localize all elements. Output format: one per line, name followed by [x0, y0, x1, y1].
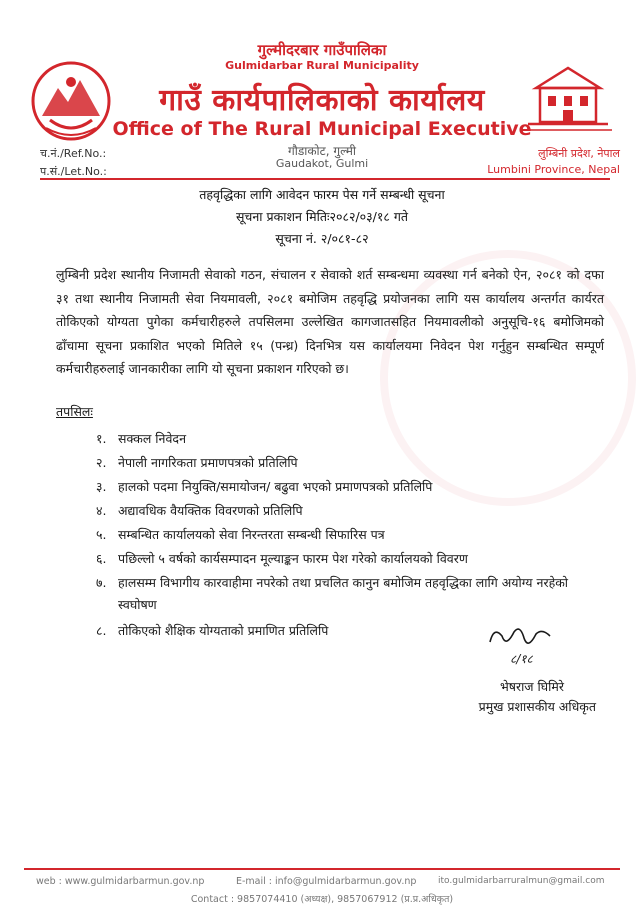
location-np: गौडाकोट, गुल्मी — [287, 144, 357, 158]
list-item: १. सक्कल निवेदन — [96, 431, 187, 446]
notice-body: लुम्बिनी प्रदेश स्थानीय निजामती सेवाको गठन, संचालन र सेवाको शर्त सम्बन्धमा व्यवस्था गर्न बनेको ऐन, २०८१ को दफा ३१ तथा स्थानीय निजामती सेवा नियमावली, २०८१ बमोजिम तहवृद्धि प्रयोजनका लागि यस कार्यालय अन्तर्गत कार्यरत तोकिएको योग्यता पुगेका कर्मचारीहरुले तपसिलमा उल्लेखित कागजातसहित नियमावलीको अनुसूचि-१६ बमोजिमको ढाँचामा सूचना प्रकाशित भएको मितिले १५ (पन्ध्र) दिनभित्र यस कार्यालयमा निवेदन पेश गर्नुहुन सम्बन्धित सम्पूर्ण कर्मचारीहरुलाई जानकारीका लागि यो सूचना प्रकाशन गरिएको छ। — [56, 267, 604, 376]
office-name-en: Office of The Rural Municipal Executive — [112, 118, 532, 140]
footer-email-alt: ito.gulmidarbarruralmun@gmail.com — [438, 876, 605, 886]
footer-contact: Contact : 9857074410 (अध्यक्ष), 9857067912 (प्र.प्र.अधिकृत) — [190, 894, 454, 905]
office-name-np: गाउँ कार्यपालिकाको कार्यालय — [159, 83, 485, 118]
location-en: Gaudakot, Gulmi — [275, 157, 369, 170]
footer-divider — [24, 868, 620, 870]
notice-title: तहवृद्धिका लागि आवेदन फारम पेस गर्ने सम्बन्धी सूचना — [199, 187, 445, 202]
letter-number-label: प.सं./Let.No.: — [40, 165, 107, 178]
signatory-title: प्रमुख प्रशासकीय अधिकृत — [478, 699, 596, 714]
footer-website: web : www.gulmidarbarmun.gov.np — [36, 876, 205, 887]
header-divider — [40, 178, 610, 180]
list-item: ७. हालसम्म विभागीय कारवाहीमा नपरेको तथा प्रचलित कानुन बमोजिम तहवृद्धिका लागि अयोग्य नरहेको स्वघोषण — [96, 575, 569, 612]
municipality-name-np: गुल्मीदरबार गाउँपालिका — [257, 41, 387, 59]
signature-date: ८/१८ — [510, 652, 533, 666]
notice-published-date: सूचना प्रकाशन मितिः२०८२/०३/१८ गते — [235, 209, 409, 224]
list-item: ३. हालको पदमा नियुक्ति/समायोजन/ बढुवा भएको प्रमाणपत्रको प्रतिलिपि — [96, 479, 433, 494]
list-item: २. नेपाली नागरिकता प्रमाणपत्रको प्रतिलिपि — [96, 455, 298, 470]
province-np: लुम्बिनी प्रदेश, नेपाल — [538, 147, 620, 160]
notice-number: सूचना नं. २/०८१-८२ — [275, 231, 369, 246]
ref-number-label: च.नं./Ref.No.: — [40, 147, 107, 160]
footer-email: E-mail : info@gulmidarbarmun.gov.np — [236, 876, 417, 887]
province-en: Lumbini Province, Nepal — [487, 163, 620, 176]
details-label: तपसिलः — [56, 404, 93, 419]
signatory-name: भेषराज घिमिरे — [499, 679, 564, 694]
municipality-name-en: Gulmidarbar Rural Municipality — [225, 59, 419, 72]
list-item: ८. तोकिएको शैक्षिक योग्यताको प्रमाणित प्रतिलिपि — [96, 623, 329, 638]
list-item: ६. पछिल्लो ५ वर्षको कार्यसम्पादन मूल्याङ्कन फारम पेश गरेको कार्यालयको विवरण — [96, 551, 468, 566]
list-item: ५. सम्बन्धित कार्यालयको सेवा निरन्तरता सम्बन्धी सिफारिस पत्र — [96, 527, 385, 542]
list-item: ४. अद्यावधिक वैयक्तिक विवरणको प्रतिलिपि — [96, 503, 303, 518]
